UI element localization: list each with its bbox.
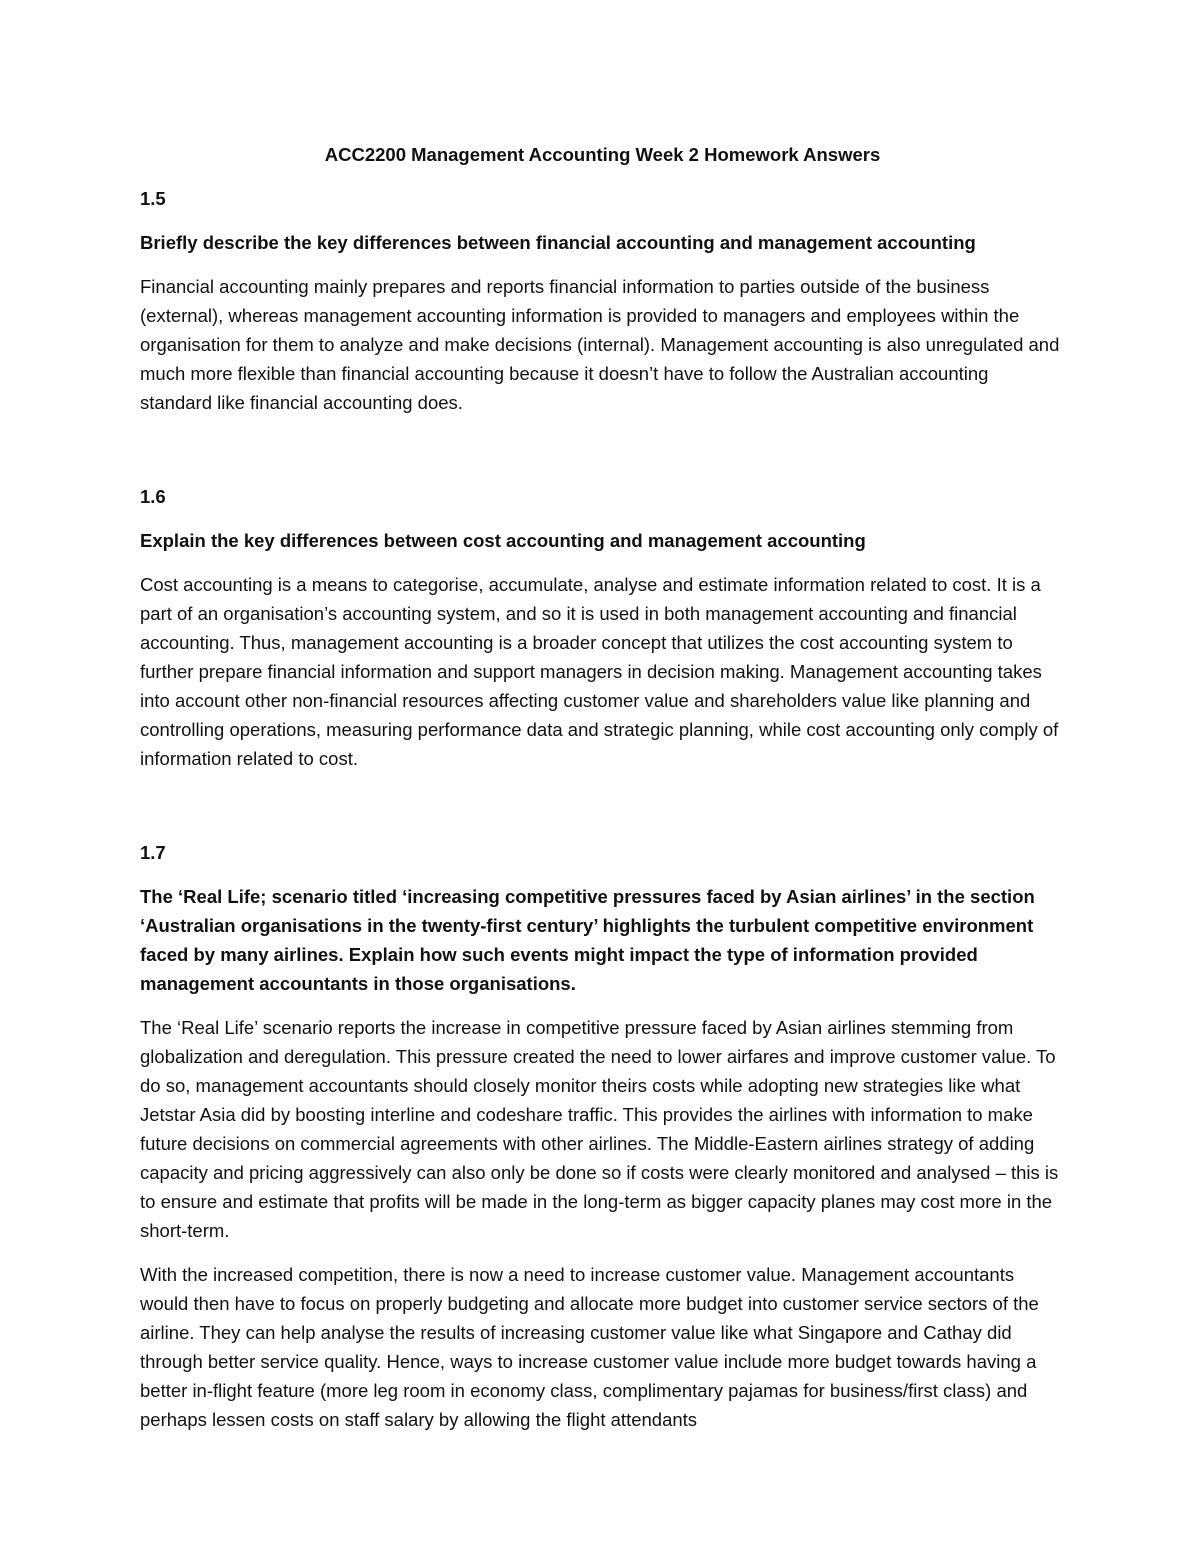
question-number: 1.7 [140, 842, 166, 863]
question-number: 1.6 [140, 486, 166, 507]
question-section-1-6 [140, 482, 1065, 773]
document-title: ACC2200 Management Accounting Week 2 Homework Answers [324, 144, 881, 165]
question-text: Explain the key differences between cost accounting and management accounting [140, 530, 866, 551]
question-text: Briefly describe the key differences between financial accounting and management accounting [140, 232, 976, 253]
question-section-1-5 [140, 184, 1065, 417]
answer-paragraph: Financial accounting mainly prepares and reports financial information to parties outside of the business (external), whereas management accounting information is provided to managers and employees within the organisation for them to analyze and make decisions (internal). Management accounting is also unregulated and much more flexible than financial accounting because it doesn’t have to follow the Australian accounting standard like financial accounting does. [140, 276, 1060, 413]
document-page [140, 140, 1065, 1449]
question-text: The ‘Real Life; scenario titled ‘increasing competitive pressures faced by Asian airlines’ in the section ‘Australian organisations in the twenty-first century’ highlights the turbulent competitive environment faced by many airlines. Explain how such events might impact the type of information provided management accountants in those organisations. [140, 886, 1035, 994]
section-spacer [140, 432, 1065, 482]
section-spacer [140, 788, 1065, 838]
question-section-1-7 [140, 838, 1065, 1434]
answer-paragraph: Cost accounting is a means to categorise, accumulate, analyse and estimate information related to cost. It is a part of an organisation’s accounting system, and so it is used in both management accounting and financial accounting. Thus, management accounting is a broader concept that utilizes the cost accounting system to further prepare financial information and support managers in decision making. Management accounting takes into account other non-financial resources affecting customer value and shareholders value like planning and controlling operations, measuring performance data and strategic planning, while cost accounting only comply of information related to cost. [140, 574, 1059, 769]
answer-paragraph: The ‘Real Life’ scenario reports the increase in competitive pressure faced by Asian airlines stemming from globalization and deregulation. This pressure created the need to lower airfares and improve customer value. To do so, management accountants should closely monitor theirs costs while adopting new strategies like what Jetstar Asia did by boosting interline and codeshare traffic. This provides the airlines with information to make future decisions on commercial agreements with other airlines. The Middle-Eastern airlines strategy of adding capacity and pricing aggressively can also only be done so if costs were clearly monitored and analysed – this is to ensure and estimate that profits will be made in the long-term as bigger capacity planes may cost more in the short-term. [140, 1017, 1059, 1241]
answer-paragraph: With the increased competition, there is now a need to increase customer value. Management accountants would then have to focus on properly budgeting and allocate more budget into customer service sectors of the airline. They can help analyse the results of increasing customer value like what Singapore and Cathay did through better service quality. Hence, ways to increase customer value include more budget towards having a better in-flight feature (more leg room in economy class, complimentary pajamas for business/first class) and perhaps lessen costs on staff salary by allowing the flight attendants [140, 1264, 1039, 1430]
question-number: 1.5 [140, 188, 166, 209]
